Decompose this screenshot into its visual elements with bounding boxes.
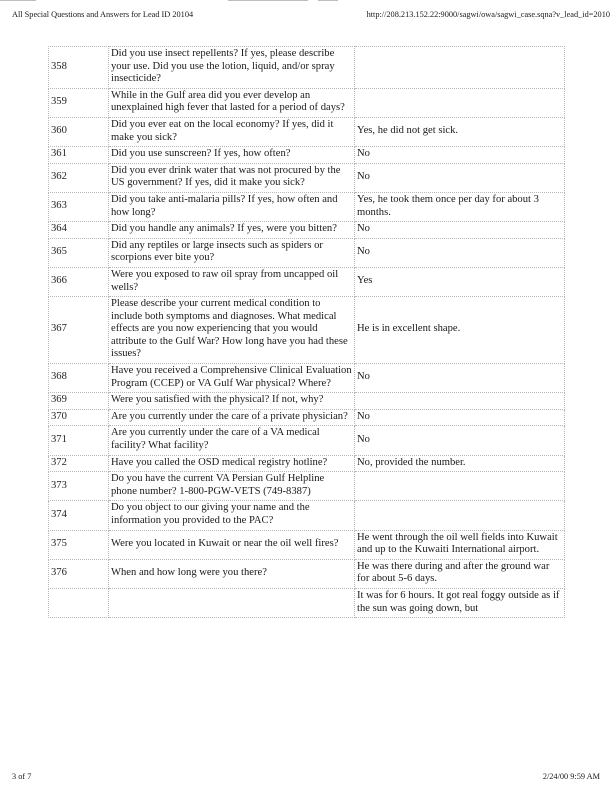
- answer-text: He was there during and after the ground war for about 5-6 days.: [355, 559, 565, 588]
- question-text: Were you located in Kuwait or near the oil well fires?: [109, 530, 355, 559]
- question-number: 372: [49, 455, 109, 472]
- page-header: [12, 10, 610, 19]
- table-row: [49, 559, 565, 588]
- question-text: While in the Gulf area did you ever develop an unexplained high fever that lasted for a period of days?: [109, 88, 355, 117]
- answer-text: Yes: [355, 267, 565, 296]
- question-text: Do you object to our giving your name and the information you provided to the PAC?: [109, 501, 355, 530]
- answer-text: [355, 47, 565, 89]
- question-number: 371: [49, 426, 109, 455]
- answer-text: Yes, he took them once per day for about 3 months.: [355, 192, 565, 221]
- table-row: [49, 192, 565, 221]
- answer-text: Yes, he did not get sick.: [355, 117, 565, 146]
- print-timestamp: 2/24/00 9:59 AM: [542, 772, 600, 781]
- table-row: [49, 47, 565, 89]
- answer-text: [355, 393, 565, 410]
- table-row: [49, 501, 565, 530]
- answer-text: No: [355, 426, 565, 455]
- question-text: Have you received a Comprehensive Clinical Evaluation Program (CCEP) or VA Gulf War physical? Where?: [109, 364, 355, 393]
- table-row: [49, 455, 565, 472]
- question-text: Do you have the current VA Persian Gulf Helpline phone number? 1-800-PGW-VETS (749-8387): [109, 472, 355, 501]
- table-row: [49, 163, 565, 192]
- table-row: [49, 364, 565, 393]
- table-row: [49, 426, 565, 455]
- table-row: [49, 117, 565, 146]
- answer-text: [355, 88, 565, 117]
- question-text: Please describe your current medical condition to include both symptoms and diagnoses. What medical effects are you now experiencing that you would attribute to the Gulf War? How long have you had these issues?: [109, 297, 355, 364]
- answer-text: It was for 6 hours. It got real foggy outside as if the sun was going down, but: [355, 588, 565, 617]
- question-text: Were you exposed to raw oil spray from uncapped oil wells?: [109, 267, 355, 296]
- question-text: Did you ever drink water that was not procured by the US government? If yes, did it make you sick?: [109, 163, 355, 192]
- answer-text: He went through the oil well fields into Kuwait and up to the Kuwaiti International airport.: [355, 530, 565, 559]
- question-number: 363: [49, 192, 109, 221]
- question-text: Have you called the OSD medical registry hotline?: [109, 455, 355, 472]
- question-number: 376: [49, 559, 109, 588]
- answer-text: No: [355, 238, 565, 267]
- answer-text: No: [355, 364, 565, 393]
- question-text: Are you currently under the care of a VA medical facility? What facility?: [109, 426, 355, 455]
- question-number: 373: [49, 472, 109, 501]
- top-rule-center: [228, 0, 308, 1]
- question-number: 362: [49, 163, 109, 192]
- question-text: When and how long were you there?: [109, 559, 355, 588]
- question-text: Did you take anti-malaria pills? If yes, how often and how long?: [109, 192, 355, 221]
- question-number: 365: [49, 238, 109, 267]
- answer-text: [355, 472, 565, 501]
- table-row: [49, 222, 565, 239]
- question-number: 370: [49, 409, 109, 426]
- top-rule-right: [318, 0, 338, 1]
- page-footer: [12, 772, 600, 781]
- question-number: 368: [49, 364, 109, 393]
- question-text: Did you use sunscreen? If yes, how often?: [109, 147, 355, 164]
- question-number: 358: [49, 47, 109, 89]
- table-row: [49, 267, 565, 296]
- answer-text: No: [355, 147, 565, 164]
- question-text: Did you handle any animals? If yes, were you bitten?: [109, 222, 355, 239]
- table-row: [49, 297, 565, 364]
- answer-text: He is in excellent shape.: [355, 297, 565, 364]
- question-number: 361: [49, 147, 109, 164]
- question-number: 359: [49, 88, 109, 117]
- table-row: [49, 88, 565, 117]
- question-number: 367: [49, 297, 109, 364]
- question-text: Did you ever eat on the local economy? If yes, did it make you sick?: [109, 117, 355, 146]
- question-text: [109, 588, 355, 617]
- question-text: Are you currently under the care of a private physician?: [109, 409, 355, 426]
- table-row: [49, 147, 565, 164]
- answer-text: No, provided the number.: [355, 455, 565, 472]
- answer-text: No: [355, 163, 565, 192]
- table-row: [49, 472, 565, 501]
- document-title: All Special Questions and Answers for Lead ID 20104: [12, 10, 194, 19]
- question-number: 364: [49, 222, 109, 239]
- answer-text: [355, 501, 565, 530]
- table-row: [49, 238, 565, 267]
- page-url: http://208.213.152.22:9000/sagwi/owa/sagwi_case.sqna?v_lead_id=2010: [366, 10, 610, 19]
- answer-text: No: [355, 409, 565, 426]
- table-row: [49, 588, 565, 617]
- question-number: 374: [49, 501, 109, 530]
- question-number: [49, 588, 109, 617]
- questions-answers-table: [48, 46, 565, 618]
- question-number: 360: [49, 117, 109, 146]
- question-text: Did any reptiles or large insects such as spiders or scorpions ever bite you?: [109, 238, 355, 267]
- table-row: [49, 530, 565, 559]
- question-text: Were you satisfied with the physical? If not, why?: [109, 393, 355, 410]
- table-row: [49, 393, 565, 410]
- page-number: 3 of 7: [12, 772, 32, 781]
- top-rule-left: [0, 0, 36, 1]
- question-text: Did you use insect repellents? If yes, please describe your use. Did you use the lotion, liquid, and/or spray insecticide?: [109, 47, 355, 89]
- answer-text: No: [355, 222, 565, 239]
- table-body: [49, 47, 565, 618]
- question-number: 375: [49, 530, 109, 559]
- question-number: 369: [49, 393, 109, 410]
- question-number: 366: [49, 267, 109, 296]
- table-row: [49, 409, 565, 426]
